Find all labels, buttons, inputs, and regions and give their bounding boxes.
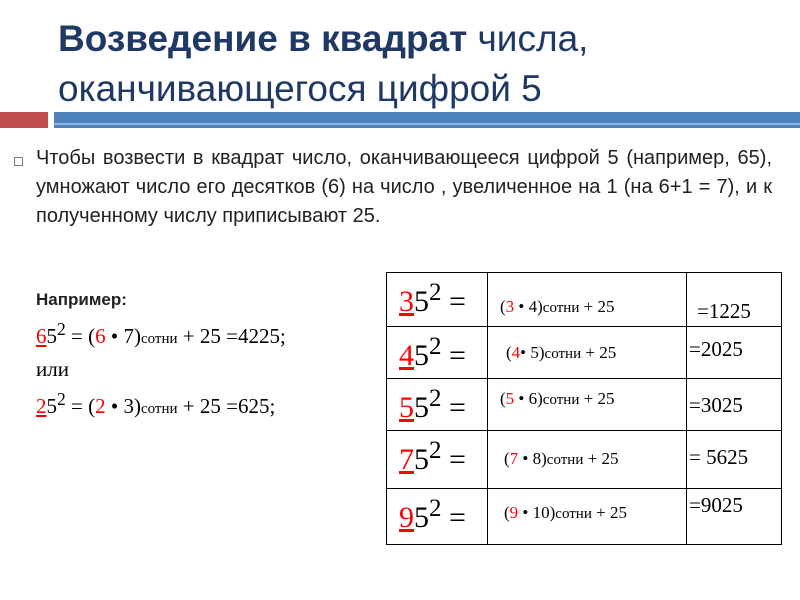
multiplier-b: • 6) [514, 389, 543, 408]
accent-bar-red [0, 112, 48, 128]
hundreds-word: сотни [542, 300, 580, 316]
example-heading: Например: [36, 290, 127, 309]
square-cell [387, 489, 488, 545]
plus-25: + 25 [579, 297, 615, 316]
formula-cell [488, 379, 687, 431]
example-line-25 [36, 384, 376, 424]
bullet-square-icon [14, 157, 23, 166]
exponent: 2 [57, 389, 66, 409]
hundreds-word: сотни [140, 401, 178, 417]
hundreds-word: сотни [542, 392, 580, 408]
equals-sign: = [441, 391, 466, 424]
tens-digit: 9 [399, 501, 414, 534]
multiplier-b: • 3) [105, 394, 141, 418]
multiplier-a: 3 [505, 297, 515, 316]
table-row [387, 273, 782, 327]
table-row [387, 379, 782, 431]
formula-cell [488, 273, 687, 327]
example-connector: или [36, 357, 69, 381]
square-cell [387, 273, 488, 327]
multiplier-b: • 7) [105, 324, 141, 348]
units-digit: 5 [414, 443, 429, 476]
units-digit: 5 [414, 501, 429, 534]
title-rest: числа, [467, 18, 589, 59]
equals-sign: = [441, 501, 466, 534]
paren-open: ( [506, 343, 512, 362]
equals-open: = ( [65, 394, 96, 418]
table-row [387, 327, 782, 379]
result-tail: + 25 =4225; [177, 324, 286, 348]
hundreds-word: сотни [544, 346, 582, 362]
units-digit: 5 [414, 391, 429, 424]
multiplier-a: 4 [511, 343, 521, 362]
exponent: 2 [429, 385, 442, 412]
title-bold: Возведение в квадрат [58, 18, 468, 59]
exponent: 2 [429, 333, 442, 360]
tens-digit: 7 [399, 443, 414, 476]
plus-25: + 25 [579, 389, 615, 408]
plus-25: + 25 [591, 503, 627, 522]
result-cell [687, 379, 782, 431]
plus-25: + 25 [581, 343, 617, 362]
units-digit: 5 [46, 324, 57, 348]
multiplier-a: 7 [509, 449, 519, 468]
exponent: 2 [429, 495, 442, 522]
multiplier-b: • 8) [518, 449, 547, 468]
formula-cell [488, 489, 687, 545]
square-cell [387, 431, 488, 489]
units-digit: 5 [414, 339, 429, 372]
square-cell [387, 327, 488, 379]
units-digit: 5 [46, 394, 57, 418]
result-value: =1225 [697, 299, 751, 323]
multiplier-a: 9 [509, 503, 519, 522]
equals-sign: = [441, 339, 466, 372]
tens-digit: 6 [36, 324, 47, 348]
hundreds-word: сотни [555, 506, 592, 522]
result-value: =2025 [689, 337, 743, 361]
formula-cell [488, 431, 687, 489]
hundreds-word: сотни [546, 452, 584, 468]
table-row [387, 431, 782, 489]
plus-25: + 25 [583, 449, 619, 468]
tens-digit: 4 [399, 339, 414, 372]
equals-open: = ( [65, 324, 96, 348]
title-line2: оканчивающегося цифрой 5 [58, 68, 542, 109]
result-cell [687, 273, 782, 327]
tens-digit: 5 [399, 391, 414, 424]
multiplier-a: 2 [95, 394, 106, 418]
paren-open: ( [500, 297, 506, 316]
example-block [36, 290, 376, 424]
formula-cell [488, 327, 687, 379]
slide-title [58, 14, 778, 114]
equals-sign: = [441, 443, 466, 476]
result-cell [687, 327, 782, 379]
intro-paragraph: Чтобы возвести в квадрат число, оканчивающееся цифрой 5 (например, 65), умножают число его десятков (6) на число , увеличенное на 1 (на 6+1 = 7), и к полученному числу приписывают 25. [36, 147, 772, 227]
accent-bar [0, 112, 800, 128]
squares-table [386, 272, 782, 545]
result-cell [687, 431, 782, 489]
accent-bar-blue [54, 112, 800, 128]
example-line-65 [36, 314, 376, 354]
equals-sign: = [441, 285, 466, 318]
exponent: 2 [429, 279, 442, 306]
square-cell [387, 379, 488, 431]
multiplier-a: 6 [95, 324, 106, 348]
units-digit: 5 [414, 285, 429, 318]
paren-open: ( [504, 503, 510, 522]
multiplier-a: 5 [505, 389, 515, 408]
paren-open: ( [504, 449, 510, 468]
result-value: =3025 [689, 393, 743, 417]
multiplier-b: • 5) [520, 343, 545, 362]
multiplier-b: • 4) [514, 297, 543, 316]
accent-bar-line [54, 123, 800, 125]
exponent: 2 [57, 319, 66, 339]
tens-digit: 2 [36, 394, 47, 418]
result-cell [687, 489, 782, 545]
result-value: =9025 [689, 493, 743, 517]
hundreds-word: сотни [140, 331, 178, 347]
paren-open: ( [500, 389, 506, 408]
tens-digit: 3 [399, 285, 414, 318]
result-tail: + 25 =625; [177, 394, 276, 418]
exponent: 2 [429, 437, 442, 464]
table-row [387, 489, 782, 545]
multiplier-b: • 10) [518, 503, 556, 522]
result-value: = 5625 [689, 445, 749, 469]
